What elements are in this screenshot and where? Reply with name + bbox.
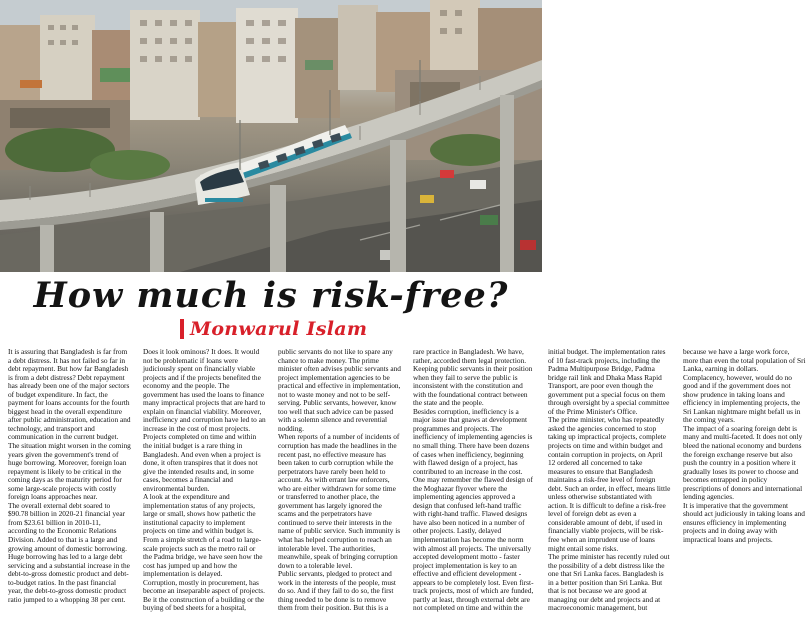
article-paragraph: It is assuring that Bangladesh is far from a debt distress. It has not failed so far in debt repayment. But how far Bangladesh is from a debt distress? Debt repayment has already been one of the major sectors of budget expenditure. In fact, the payment for loans accounts for the fourth biggest head in the overall expenditure after public administration, education and technology, and transport and communication in the current budget. The situation might worsen in the coming years given the government's trend of huge borrowing. Moreover, foreign loan repayment is likely to be critical in the coming days as the maturity period for some large-scale projects with costly foreign loans approaches near. xyxy=(8,347,131,502)
byline-accent-bar xyxy=(180,319,184,339)
article-paragraph: When reports of a number of incidents of corruption has made the headlines in the recent past, no effective measure has been taken to curb corruption while the perpetrators have rarely been held to account. As with errant law enforcers, who are either withdrawn for some time or transferred to another place, the government has largely ignored the scams and the perpetrators have continued to serve their interests in the name of public service. Such immunity is what has helped corruption to reach an intolerable level. The authorities, meanwhile, speak of bringing corruption down to a tolerable level. xyxy=(278,432,401,570)
article-paragraph: The prime minister has recently ruled out the possibility of a debt distress like the one that Sri Lanka faces. Bangladesh is in a better position than Sri Lanka. But that is not because we are good at managing our debt and projects and at macroeconomic management, but because we have a large work force, more than even the total population of Sri Lanka, earning in dollars. xyxy=(548,347,806,613)
article-paragraph: Does it look ominous? It does. It would not be problematic if loans were judiciously spent on financially viable projects and if the projects benefited the economy and the people. The government has used the loans to finance many impractical projects that are hard to explain on financial viability. Moreover, inefficiency and corruption have led to an increase in the cost of most projects. Projects completed on time and within the initial budget is a rare thing in Bangladesh. And even when a project is done, it often transpires that it does not give the intended results and, in some cases, becomes a financial and environmental burden. xyxy=(143,347,266,493)
article-paragraph: Public servants, pledged to protect and work in the interests of the people, must do so. And if they fail to do so, the first thing needed to be done is to remove them from their position. But this is a rare practice in Bangladesh. We have, rather, accorded them legal protection. Keeping public servants in their position when they fail to serve the public is inconsistent with the constitution and with the foundational contract between the state and the people. xyxy=(278,347,533,613)
byline xyxy=(180,317,373,341)
article-paragraph: Complacency, however, would do no good and if the government does not show prudence in taking loans and efficiency in implementing projects, the Sri Lankan nightmare might befall us in the coming years. xyxy=(683,372,801,425)
article-photo xyxy=(0,0,542,272)
article-paragraph: Huge borrowing has led to a large debt servicing and a substantial increase in the debt-to-gross domestic product and debt-to-budget ratios. In the past financial year, the debt-to-gross domestic product ratio jumped to a whopping 38 per cent. xyxy=(8,552,130,604)
article-body xyxy=(8,347,806,618)
article-paragraph: The impact of a soaring foreign debt is many and multi-faceted. It does not only bleed the national economy and burdens the foreign exchange reserve but also push the country in a position where it gradually loses its power to choose and becomes entrapped in policy prescriptions of donors and international lending agencies. xyxy=(683,423,803,502)
article-paragraph: It is imperative that the government should act judiciously in taking loans and ensures efficiency in implementing projects and in doing away with impractical loans and projects. xyxy=(683,500,805,545)
headline: How much is risk-free? xyxy=(33,275,509,316)
article-paragraph: The overall external debt soared to $90.78 billion in 2020-21 financial year from $23.61 billion in 2010-11, according to the Economic Relations Division. Added to that is a large and growing amount of domestic borrowing. xyxy=(8,500,127,553)
article-paragraph: A look at the expenditure and implementation status of any projects, large or small, shows how pathetic the institutional capacity to implement projects on time and within budget is. From a simple stretch of a road to large-scale projects such as the metro rail or the Padma bridge, we have seen how the cost has jumped up and how the implementation is delayed. xyxy=(143,492,263,579)
article-paragraph: The prime minister, who has repeatedly asked the agencies concerned to stop taking up impractical projects, complete projects on time and within budget and contain corruption in projects, on April 12 ordered all concerned to take measures to ensure that Bangladesh maintains a risk-free level of foreign debt. Such an order, in effect, means little unless otherwise substantiated with action. It is difficult to define a risk-free level of foreign debt as even a considerable amount of debt, if used in financially viable projects, will be risk-free when an imprudent use of loans might entail some risks. xyxy=(548,415,671,553)
article-paragraph: Corruption, mostly in procurement, has become an inseparable aspect of projects. Be it the construction of a building or the buying of bed sheets for a hospital, public servants do not like to spare any chance to make money. The prime minister often advises public servants and project implementation agencies to be practical and effective in implementation, not to waste money and not to be self-serving. Public servants, however, know too well that such advice can be passed with a solemn silence and reverential nodding. xyxy=(143,347,401,613)
author-name: Monwarul Islam xyxy=(190,318,368,340)
article-paragraph: Besides corruption, inefficiency is a major issue that gnaws at development programmes and projects. The inefficiency of implementing agencies is no small thing. There have been dozens of cases when inefficiency, beginning with flawed design of a project, has contributed to an increase in the cost. One may remember the flawed design of the Moghazar flyover where the implementing agencies approved a design that confused left-hand traffic with right-hand traffic. Flawed designs have also been noticed in a number of other projects. Lastly, delayed implementation has become the norm with almost all projects. The universally accepted development motto - faster project implementation is key to an effective and efficient development - appears to be completely lost. Even first-track projects, most of which are funded, partly at least, through external debt are not completed on time and within the initial budget. The implementation rates of 10 fast-track projects, including the Padma Multipurpose Bridge, Padma bridge rail link and Dhaka Mass Rapid Transport, are poor even though the government put a special focus on them through oversight by a special committee of the Prime Minister's Office. xyxy=(413,347,670,613)
